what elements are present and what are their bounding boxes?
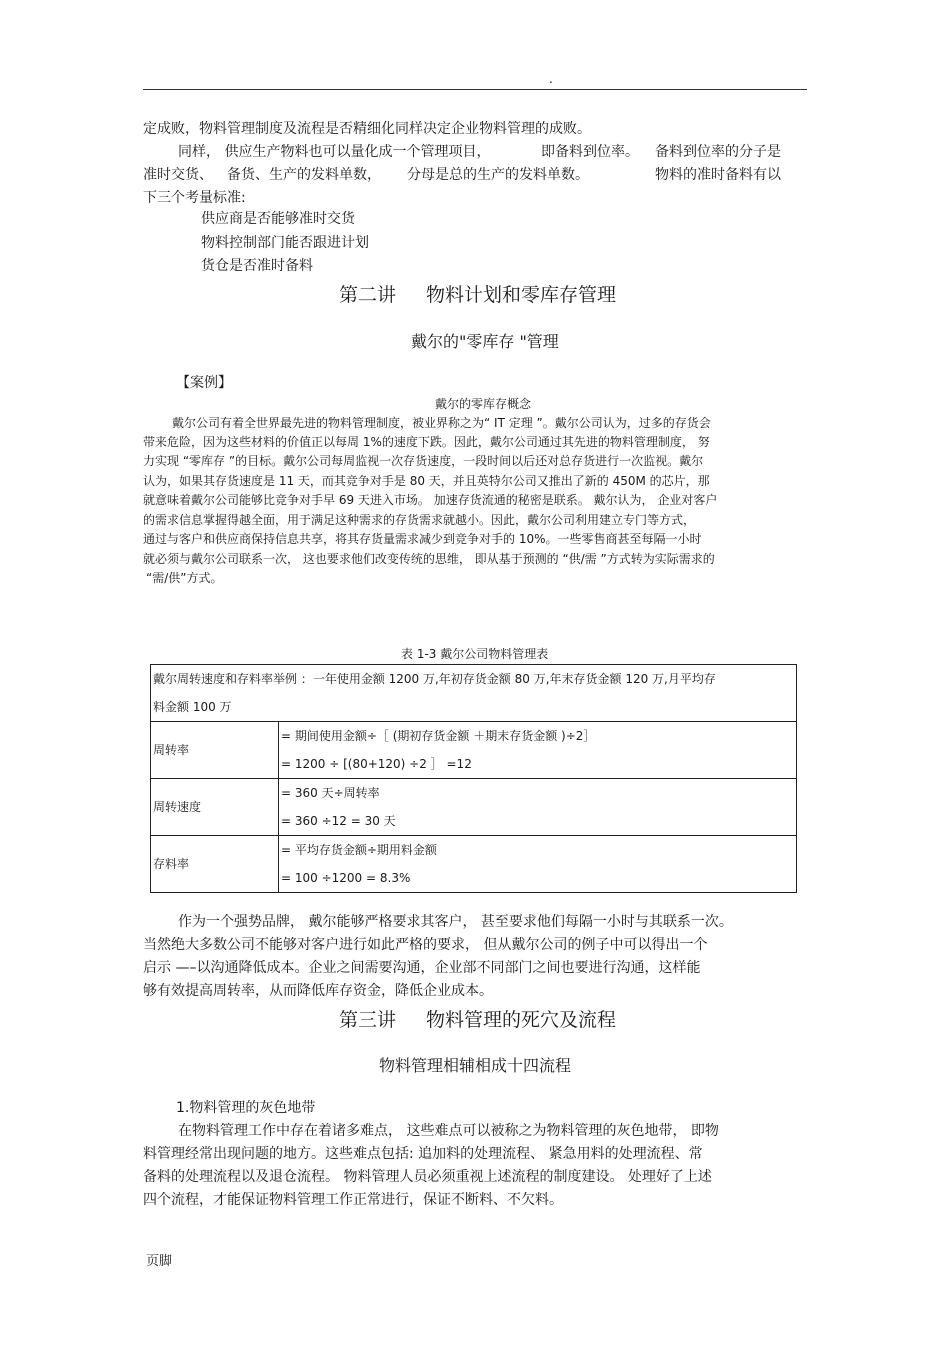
case-line: 带来危险，因为这些材料的价值正以每周 1%的速度下跌。因此，戴尔公司通过其先进的物料管理制度， 努 — [143, 435, 710, 449]
lecture-3-title-number: 第三讲 — [339, 1009, 397, 1031]
intro-line-2a: 同样， 供应生产物料也可以量化成一个管理项目， — [178, 144, 491, 160]
case-line: 认为，如果其存货速度是 11 天，而其竞争对手是 80 天，并且英特尔公司又推出了新的 450M 的芯片，那 — [143, 474, 710, 488]
table-row — [151, 836, 797, 893]
table-header-line: 戴尔周转速度和存料率举例 ：一年使用金额 1200 万,年初存货金额 80 万,年末存货金额 120 万,月平均存 — [153, 672, 716, 686]
case-line: 的需求信息掌握得越全面，用于满足这种需求的存货需求就越小。因此，戴尔公司利用建立专门等方式， — [143, 513, 696, 527]
case-line: 就必须与戴尔公司联系一次， 这也要求他们改变传统的思维， 即从基于预测的 “供/需 ”方式转为实际需求的 — [143, 552, 715, 566]
criteria-item: 物料控制部门能否跟进计划 — [201, 235, 369, 251]
lecture-2-subtitle: 戴尔的"零库存 "管理 — [411, 332, 559, 351]
criteria-item: 供应商是否能够准时交货 — [201, 211, 355, 227]
row-formula: = 期间使用金额÷［ (期初存货金额 ＋期末存货金额 )÷2］ — [281, 729, 596, 743]
header-rule — [143, 89, 807, 90]
table-header-line: 料金额 100 万 — [153, 700, 232, 714]
lecture-3-line: 四个流程，才能保证物料管理工作正常进行，保证不断料、不欠料。 — [143, 1192, 563, 1208]
table-row — [151, 722, 797, 779]
case-line: 就意味着戴尔公司能够比竞争对手早 69 天进入市场。 加速存货流通的秘密是联系。 戴尔认为， 企业对客户 — [143, 493, 718, 507]
table-header-row — [151, 665, 797, 722]
page-footer: 页脚 — [146, 1254, 173, 1269]
row-formula: = 平均存货金额÷期用料金额 — [281, 843, 437, 857]
intro-line-2c: 备料到位率的分子是 — [655, 144, 781, 160]
row-formula: = 360 天÷周转率 — [281, 786, 380, 800]
lecture-2-title-number: 第二讲 — [339, 284, 397, 306]
row-formula: = 360 ÷12 = 30 天 — [281, 814, 396, 828]
row-formula: = 1200 ÷ [(80+120) ÷2 ］ =12 — [281, 757, 472, 771]
case-line: 通过与客户和供应商保持信息共享，将其存货量需求减少到竞争对手的 10%。一些零售商甚至每隔一小时 — [143, 532, 702, 546]
row-label: 存料率 — [153, 857, 190, 871]
row-label: 周转速度 — [153, 800, 202, 814]
conclusion-line: 当然绝大多数公司不能够对客户进行如此严格的要求， 但从戴尔公司的例子中可以得出一个 — [143, 937, 708, 953]
table-caption: 表 1-3 戴尔公司物料管理表 — [401, 647, 549, 661]
section-heading: 1.物料管理的灰色地带 — [176, 1100, 316, 1116]
case-line: 力实现 “零库存 ”的目标。戴尔公司每周监视一次存货速度，一段时间以后还对总存货进行一次监视。戴尔 — [143, 454, 704, 468]
criteria-item: 货仓是否准时备料 — [201, 258, 313, 274]
intro-line-3a: 准时交货、 — [143, 167, 213, 183]
lecture-2-title: 物料计划和零库存管理 — [426, 284, 617, 306]
case-line: “需/供”方式。 — [146, 571, 223, 585]
intro-line-4: 下三个考量标准: — [143, 190, 246, 206]
intro-line-3c: 分母是总的生产的发料单数。 — [407, 167, 589, 183]
lecture-3-line: 备料的处理流程以及退仓流程。 物料管理人员必须重视上述流程的制度建设。 处理好了上述 — [143, 1169, 712, 1185]
case-label: 【案例】 — [176, 375, 232, 391]
lecture-3-line: 在物料管理工作中存在着诸多难点， 这些难点可以被称之为物料管理的灰色地带， 即物 — [178, 1123, 719, 1139]
case-line: 戴尔公司有着全世界最先进的物料管理制度，被业界称之为“ IT 定理 ”。戴尔公司认为，过多的存货会 — [172, 416, 711, 430]
intro-line-3b: 备货、生产的发料单数， — [227, 167, 381, 183]
dell-material-table — [150, 664, 797, 893]
table-row — [151, 779, 797, 836]
intro-line-3d: 物料的准时备料有以 — [655, 167, 781, 183]
conclusion-line: 启示 —–以沟通降低成本。企业之间需要沟通，企业部不同部门之间也要进行沟通，这样能 — [143, 960, 701, 976]
row-formula: = 100 ÷1200 = 8.3% — [281, 871, 411, 885]
header-mark: . — [549, 72, 553, 86]
intro-line-1: 定成败，物料管理制度及流程是否精细化同样决定企业物料管理的成败。 — [143, 121, 591, 137]
lecture-3-subtitle: 物料管理相辅相成十四流程 — [379, 1056, 572, 1075]
conclusion-line: 够有效提高周转率，从而降低库存资金，降低企业成本。 — [143, 983, 493, 999]
case-title: 戴尔的零库存概念 — [435, 397, 532, 411]
row-label: 周转率 — [153, 743, 190, 757]
intro-line-2b: 即备料到位率。 — [541, 144, 639, 160]
conclusion-line: 作为一个强势品牌， 戴尔能够严格要求其客户， 甚至要求他们每隔一小时与其联系一次。 — [178, 914, 733, 930]
lecture-3-line: 料管理经常出现问题的地方。这些难点包括: 追加料的处理流程、 紧急用料的处理流程、常 — [143, 1146, 703, 1162]
lecture-3-title: 物料管理的死穴及流程 — [426, 1009, 617, 1031]
